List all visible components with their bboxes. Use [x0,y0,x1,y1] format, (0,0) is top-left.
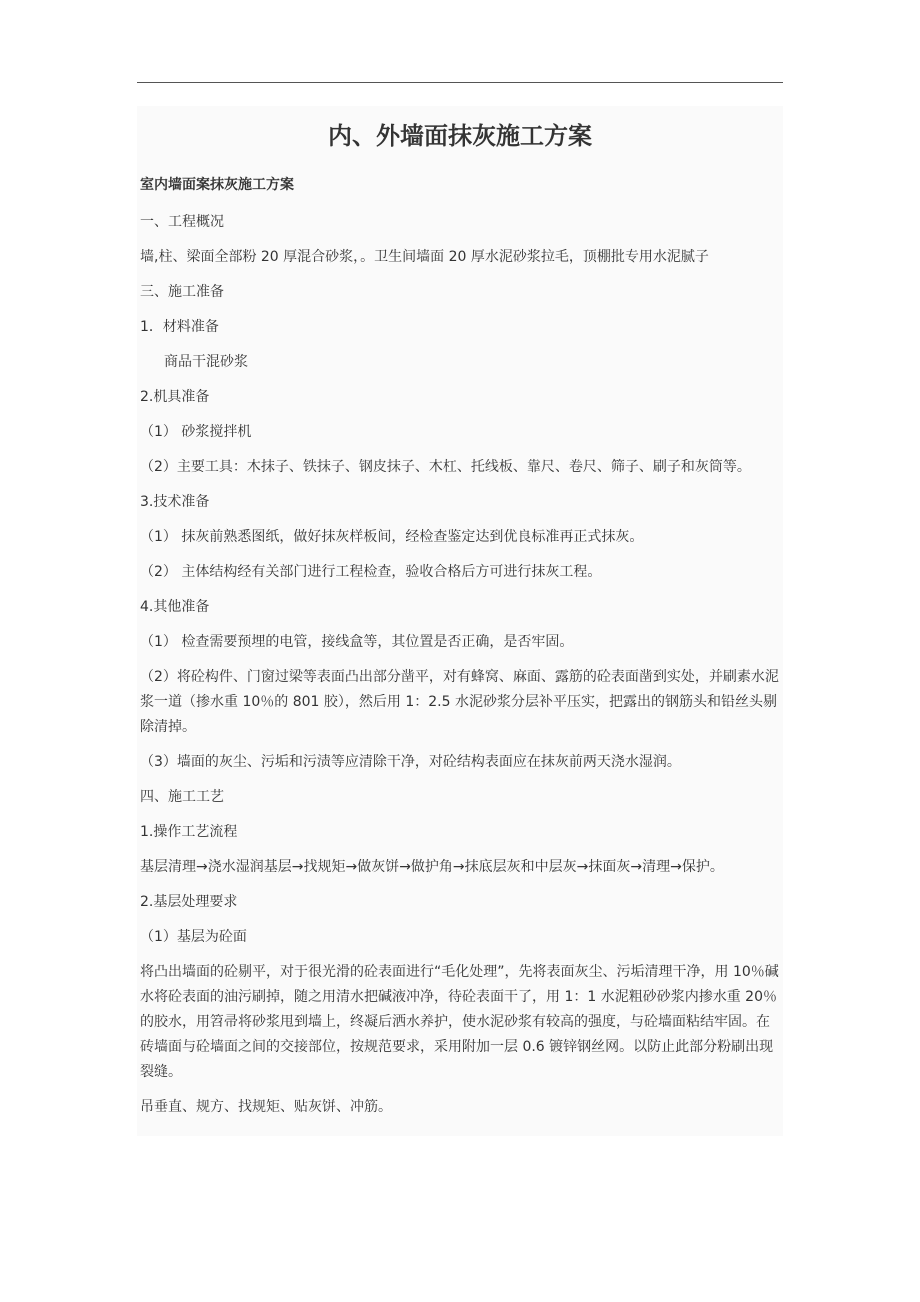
paragraph: 1．材料准备 [140,319,219,335]
paragraph: （1） 砂浆搅拌机 [140,424,252,440]
paragraph: （1） 抹灰前熟悉图纸，做好抹灰样板间，经检查鉴定达到优良标准再正式抹灰。 [140,529,644,545]
paragraph: 商品干混砂浆 [164,354,248,370]
section-subtitle: 室内墙面案抹灰施工方案 [140,177,294,193]
paragraph: 2.机具准备 [140,389,210,405]
paragraph: 基层清理→浇水湿润基层→找规矩→做灰饼→做护角→抹底层灰和中层灰→抹面灰→清理→保护。 [140,859,724,875]
paragraph: 三、施工准备 [140,284,224,300]
paragraph: 四、施工工艺 [140,789,224,805]
header-rule [137,82,783,83]
paragraph: （2）将砼构件、门窗过梁等表面凸出部分凿平，对有蜂窝、麻面、露筋的砼表面凿到实处，并刷素水泥浆一道（掺水重 10％的 801 胶），然后用 1：2.5 水泥砂浆分层补平压实，把露出的钢筋头和铅丝头剔除清掉。 [140,669,779,735]
paragraph: （1）基层为砼面 [140,929,247,945]
paragraph: （2）主要工具：木抹子、铁抹子、钢皮抹子、木杠、托线板、靠尺、卷尺、筛子、刷子和灰筒等。 [140,459,751,475]
paragraph: 1.操作工艺流程 [140,824,238,840]
paragraph: 4.其他准备 [140,599,210,615]
paragraph: （3）墙面的灰尘、污垢和污渍等应清除干净，对砼结构表面应在抹灰前两天浇水湿润。 [140,754,681,770]
paragraph: 墙,柱、梁面全部粉 20 厚混合砂浆，。卫生间墙面 20 厚水泥砂浆拉毛，顶棚批专用水泥腻子 [140,249,709,265]
paragraph: 3.技术准备 [140,494,210,510]
paragraph: 2.基层处理要求 [140,894,238,910]
paragraph: 一、工程概况 [140,214,224,230]
paragraph: （2） 主体结构经有关部门进行工程检查，验收合格后方可进行抹灰工程。 [140,564,602,580]
paragraph: 将凸出墙面的砼剔平，对于很光滑的砼表面进行“毛化处理”，先将表面灰尘、污垢清理干净，用 10％碱水将砼表面的油污刷掉，随之用清水把碱液冲净，待砼表面干了，用 1：1 水泥粗砂砂浆内掺水重 20％的胶水，用笤帚将砂浆甩到墙上，终凝后洒水养护，使水泥砂浆有较高的强度，与砼墙面粘结牢固。在砖墙面与砼墙面之间的交接部位，按规范要求，采用附加一层 0.6 镀锌钢丝网。以防止此部分粉刷出现裂缝。 [140,964,779,1080]
document-body [137,106,783,1136]
document-title: 内、外墙面抹灰施工方案 [328,122,592,150]
paragraph: 吊垂直、规方、找规矩、贴灰饼、冲筋。 [140,1099,392,1115]
paragraph: （1） 检查需要预埋的电管，接线盒等，其位置是否正确，是否牢固。 [140,634,574,650]
